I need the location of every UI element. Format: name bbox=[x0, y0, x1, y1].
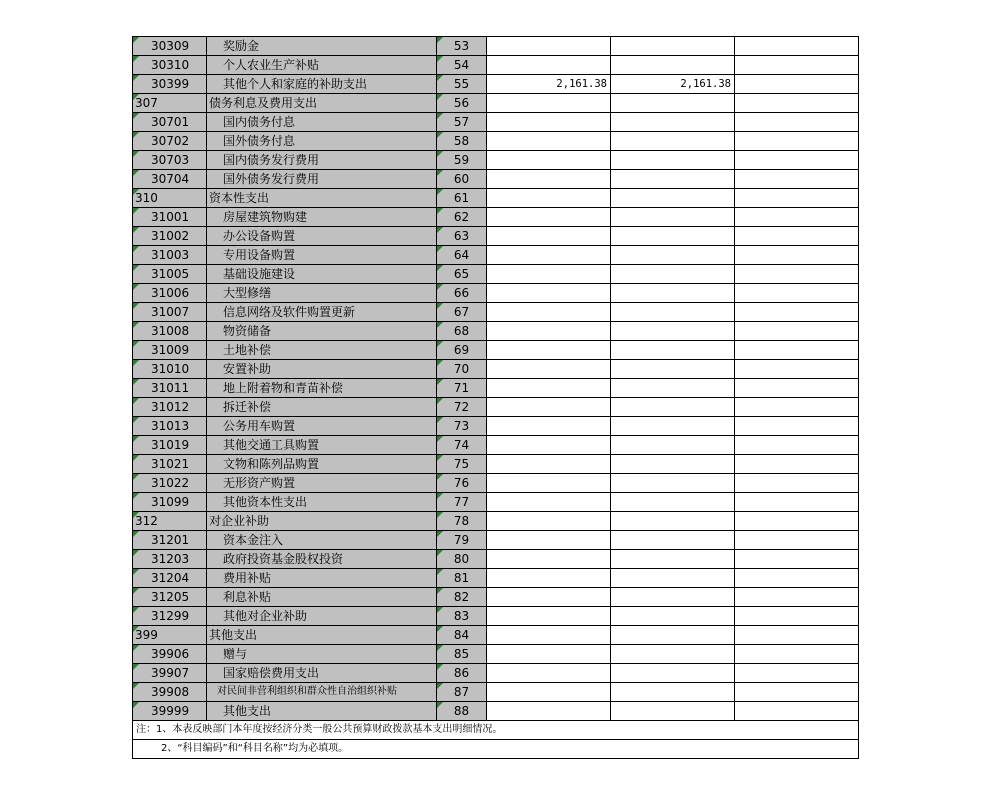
account-name-cell[interactable]: 土地补偿 bbox=[207, 341, 437, 360]
note-1: 注：1、本表反映部门本年度按经济分类一般公共预算财政拨款基本支出明细情况。 bbox=[133, 721, 859, 740]
table-row bbox=[133, 360, 859, 379]
account-name-cell[interactable]: 利息补贴 bbox=[207, 588, 437, 607]
amount-personnel-cell[interactable] bbox=[611, 132, 735, 151]
account-code-cell[interactable]: 31001 bbox=[133, 208, 207, 227]
amount-total-cell[interactable] bbox=[487, 550, 611, 569]
amount-total-cell[interactable] bbox=[487, 398, 611, 417]
account-name-cell[interactable]: 国外债务发行费用 bbox=[207, 170, 437, 189]
amount-personnel-cell[interactable] bbox=[611, 588, 735, 607]
table-row bbox=[133, 493, 859, 512]
account-name-cell[interactable]: 其他支出 bbox=[207, 626, 437, 645]
amount-public-cell[interactable] bbox=[735, 227, 859, 246]
table-row bbox=[133, 588, 859, 607]
line-number-cell[interactable]: 69 bbox=[437, 341, 487, 360]
amount-personnel-cell[interactable]: 2,161.38 bbox=[611, 75, 735, 94]
account-name-cell[interactable]: 其他交通工具购置 bbox=[207, 436, 437, 455]
amount-total-cell[interactable] bbox=[487, 189, 611, 208]
amount-total-cell[interactable] bbox=[487, 56, 611, 75]
account-name-cell[interactable]: 其他资本性支出 bbox=[207, 493, 437, 512]
account-name-cell[interactable]: 对民间非营利组织和群众性自治组织补贴 bbox=[207, 683, 437, 702]
amount-total-cell[interactable] bbox=[487, 531, 611, 550]
account-code-cell[interactable]: 31201 bbox=[133, 531, 207, 550]
account-code-cell[interactable]: 31299 bbox=[133, 607, 207, 626]
account-name-cell[interactable]: 奖励金 bbox=[207, 37, 437, 56]
account-code-cell[interactable]: 31012 bbox=[133, 398, 207, 417]
table-body bbox=[133, 37, 859, 721]
amount-total-cell[interactable] bbox=[487, 303, 611, 322]
amount-personnel-cell[interactable] bbox=[611, 702, 735, 721]
amount-public-cell[interactable] bbox=[735, 303, 859, 322]
table-row bbox=[133, 75, 859, 94]
account-code-cell[interactable]: 31204 bbox=[133, 569, 207, 588]
account-name-cell[interactable]: 资本金注入 bbox=[207, 531, 437, 550]
account-code-cell[interactable]: 31013 bbox=[133, 417, 207, 436]
line-number-cell[interactable]: 66 bbox=[437, 284, 487, 303]
amount-public-cell[interactable] bbox=[735, 417, 859, 436]
account-code-cell[interactable]: 31021 bbox=[133, 455, 207, 474]
line-number-cell[interactable]: 76 bbox=[437, 474, 487, 493]
amount-public-cell[interactable] bbox=[735, 94, 859, 113]
amount-public-cell[interactable] bbox=[735, 113, 859, 132]
table-row bbox=[133, 569, 859, 588]
account-name-cell[interactable]: 公务用车购置 bbox=[207, 417, 437, 436]
account-code-cell[interactable]: 39999 bbox=[133, 702, 207, 721]
line-number-cell[interactable]: 84 bbox=[437, 626, 487, 645]
table-row bbox=[133, 607, 859, 626]
account-name-cell[interactable]: 国内债务发行费用 bbox=[207, 151, 437, 170]
amount-public-cell[interactable] bbox=[735, 265, 859, 284]
amount-personnel-cell[interactable] bbox=[611, 170, 735, 189]
amount-total-cell[interactable] bbox=[487, 607, 611, 626]
amount-public-cell[interactable] bbox=[735, 246, 859, 265]
line-number-cell[interactable]: 61 bbox=[437, 189, 487, 208]
amount-personnel-cell[interactable] bbox=[611, 398, 735, 417]
account-name-cell[interactable]: 费用补贴 bbox=[207, 569, 437, 588]
amount-public-cell[interactable] bbox=[735, 702, 859, 721]
line-number-cell[interactable]: 72 bbox=[437, 398, 487, 417]
account-code-cell[interactable]: 31011 bbox=[133, 379, 207, 398]
table-row bbox=[133, 341, 859, 360]
amount-public-cell[interactable] bbox=[735, 56, 859, 75]
table-row bbox=[133, 94, 859, 113]
amount-public-cell[interactable] bbox=[735, 398, 859, 417]
amount-total-cell[interactable] bbox=[487, 645, 611, 664]
amount-public-cell[interactable] bbox=[735, 360, 859, 379]
line-number-cell[interactable]: 81 bbox=[437, 569, 487, 588]
amount-total-cell[interactable] bbox=[487, 227, 611, 246]
amount-public-cell[interactable] bbox=[735, 189, 859, 208]
amount-personnel-cell[interactable] bbox=[611, 341, 735, 360]
line-number-cell[interactable]: 53 bbox=[437, 37, 487, 56]
table-row bbox=[133, 417, 859, 436]
table-row bbox=[133, 531, 859, 550]
table-row bbox=[133, 398, 859, 417]
amount-public-cell[interactable] bbox=[735, 284, 859, 303]
line-number-cell[interactable]: 62 bbox=[437, 208, 487, 227]
amount-public-cell[interactable] bbox=[735, 341, 859, 360]
table-row bbox=[133, 284, 859, 303]
account-code-cell[interactable]: 31203 bbox=[133, 550, 207, 569]
table-row bbox=[133, 664, 859, 683]
amount-total-cell[interactable] bbox=[487, 569, 611, 588]
account-code-cell[interactable]: 31002 bbox=[133, 227, 207, 246]
amount-public-cell[interactable] bbox=[735, 208, 859, 227]
account-name-cell[interactable]: 大型修缮 bbox=[207, 284, 437, 303]
line-number-cell[interactable]: 74 bbox=[437, 436, 487, 455]
budget-expenditure-table bbox=[132, 36, 859, 759]
table-row bbox=[133, 379, 859, 398]
amount-personnel-cell[interactable] bbox=[611, 94, 735, 113]
amount-personnel-cell[interactable] bbox=[611, 208, 735, 227]
table-row bbox=[133, 37, 859, 56]
amount-personnel-cell[interactable] bbox=[611, 284, 735, 303]
line-number-cell[interactable]: 83 bbox=[437, 607, 487, 626]
account-name-cell[interactable]: 对企业补助 bbox=[207, 512, 437, 531]
amount-total-cell[interactable] bbox=[487, 417, 611, 436]
amount-total-cell[interactable] bbox=[487, 322, 611, 341]
table-row bbox=[133, 550, 859, 569]
account-code-cell[interactable]: 30310 bbox=[133, 56, 207, 75]
account-name-cell[interactable]: 国内债务付息 bbox=[207, 113, 437, 132]
amount-public-cell[interactable] bbox=[735, 493, 859, 512]
table-row bbox=[133, 265, 859, 284]
line-number-cell[interactable]: 82 bbox=[437, 588, 487, 607]
table-row bbox=[133, 455, 859, 474]
table-row bbox=[133, 322, 859, 341]
amount-personnel-cell[interactable] bbox=[611, 303, 735, 322]
amount-total-cell[interactable] bbox=[487, 113, 611, 132]
line-number-cell[interactable]: 73 bbox=[437, 417, 487, 436]
note-row bbox=[133, 721, 859, 740]
amount-public-cell[interactable] bbox=[735, 683, 859, 702]
amount-public-cell[interactable] bbox=[735, 455, 859, 474]
table-row bbox=[133, 683, 859, 702]
account-code-cell[interactable]: 31019 bbox=[133, 436, 207, 455]
account-code-cell[interactable]: 31099 bbox=[133, 493, 207, 512]
amount-public-cell[interactable] bbox=[735, 569, 859, 588]
amount-personnel-cell[interactable] bbox=[611, 645, 735, 664]
account-code-cell[interactable]: 312 bbox=[133, 512, 207, 531]
account-code-cell[interactable]: 31008 bbox=[133, 322, 207, 341]
amount-public-cell[interactable] bbox=[735, 607, 859, 626]
amount-public-cell[interactable] bbox=[735, 37, 859, 56]
line-number-cell[interactable]: 79 bbox=[437, 531, 487, 550]
account-code-cell[interactable]: 31009 bbox=[133, 341, 207, 360]
amount-personnel-cell[interactable] bbox=[611, 417, 735, 436]
amount-personnel-cell[interactable] bbox=[611, 227, 735, 246]
account-code-cell[interactable]: 307 bbox=[133, 94, 207, 113]
line-number-cell[interactable]: 58 bbox=[437, 132, 487, 151]
amount-personnel-cell[interactable] bbox=[611, 56, 735, 75]
table-row bbox=[133, 702, 859, 721]
line-number-cell[interactable]: 87 bbox=[437, 683, 487, 702]
table-row bbox=[133, 113, 859, 132]
account-code-cell[interactable]: 31022 bbox=[133, 474, 207, 493]
account-code-cell[interactable]: 30701 bbox=[133, 113, 207, 132]
line-number-cell[interactable]: 75 bbox=[437, 455, 487, 474]
amount-personnel-cell[interactable] bbox=[611, 37, 735, 56]
account-code-cell[interactable]: 31007 bbox=[133, 303, 207, 322]
amount-total-cell[interactable] bbox=[487, 170, 611, 189]
amount-personnel-cell[interactable] bbox=[611, 683, 735, 702]
line-number-cell[interactable]: 80 bbox=[437, 550, 487, 569]
table-row bbox=[133, 189, 859, 208]
note-2: 2、“科目编码”和“科目名称”均为必填项。 bbox=[133, 740, 859, 759]
amount-total-cell[interactable] bbox=[487, 246, 611, 265]
table-row bbox=[133, 151, 859, 170]
amount-total-cell[interactable]: 2,161.38 bbox=[487, 75, 611, 94]
table-row bbox=[133, 474, 859, 493]
amount-personnel-cell[interactable] bbox=[611, 265, 735, 284]
amount-total-cell[interactable] bbox=[487, 588, 611, 607]
account-code-cell[interactable]: 30702 bbox=[133, 132, 207, 151]
amount-total-cell[interactable] bbox=[487, 626, 611, 645]
amount-personnel-cell[interactable] bbox=[611, 379, 735, 398]
amount-total-cell[interactable] bbox=[487, 360, 611, 379]
amount-public-cell[interactable] bbox=[735, 550, 859, 569]
amount-personnel-cell[interactable] bbox=[611, 493, 735, 512]
table-row bbox=[133, 132, 859, 151]
table-row bbox=[133, 208, 859, 227]
amount-total-cell[interactable] bbox=[487, 151, 611, 170]
line-number-cell[interactable]: 55 bbox=[437, 75, 487, 94]
amount-public-cell[interactable] bbox=[735, 531, 859, 550]
table-row bbox=[133, 436, 859, 455]
account-code-cell[interactable]: 30399 bbox=[133, 75, 207, 94]
amount-public-cell[interactable] bbox=[735, 626, 859, 645]
account-name-cell[interactable]: 资本性支出 bbox=[207, 189, 437, 208]
account-code-cell[interactable]: 31205 bbox=[133, 588, 207, 607]
account-name-cell[interactable]: 信息网络及软件购置更新 bbox=[207, 303, 437, 322]
account-code-cell[interactable]: 310 bbox=[133, 189, 207, 208]
amount-total-cell[interactable] bbox=[487, 436, 611, 455]
amount-total-cell[interactable] bbox=[487, 493, 611, 512]
line-number-cell[interactable]: 77 bbox=[437, 493, 487, 512]
line-number-cell[interactable]: 70 bbox=[437, 360, 487, 379]
amount-public-cell[interactable] bbox=[735, 664, 859, 683]
amount-public-cell[interactable] bbox=[735, 75, 859, 94]
amount-personnel-cell[interactable] bbox=[611, 607, 735, 626]
line-number-cell[interactable]: 65 bbox=[437, 265, 487, 284]
amount-total-cell[interactable] bbox=[487, 702, 611, 721]
line-number-cell[interactable]: 68 bbox=[437, 322, 487, 341]
account-code-cell[interactable]: 31006 bbox=[133, 284, 207, 303]
amount-personnel-cell[interactable] bbox=[611, 189, 735, 208]
account-code-cell[interactable]: 399 bbox=[133, 626, 207, 645]
table-row bbox=[133, 512, 859, 531]
line-number-cell[interactable]: 63 bbox=[437, 227, 487, 246]
amount-public-cell[interactable] bbox=[735, 512, 859, 531]
line-number-cell[interactable]: 86 bbox=[437, 664, 487, 683]
amount-total-cell[interactable] bbox=[487, 683, 611, 702]
account-name-cell[interactable]: 无形资产购置 bbox=[207, 474, 437, 493]
account-code-cell[interactable]: 31010 bbox=[133, 360, 207, 379]
line-number-cell[interactable]: 88 bbox=[437, 702, 487, 721]
amount-public-cell[interactable] bbox=[735, 436, 859, 455]
account-code-cell[interactable]: 30704 bbox=[133, 170, 207, 189]
amount-personnel-cell[interactable] bbox=[611, 246, 735, 265]
note-row bbox=[133, 740, 859, 759]
table-row bbox=[133, 246, 859, 265]
amount-total-cell[interactable] bbox=[487, 474, 611, 493]
account-name-cell[interactable]: 赠与 bbox=[207, 645, 437, 664]
amount-total-cell[interactable] bbox=[487, 94, 611, 113]
amount-personnel-cell[interactable] bbox=[611, 550, 735, 569]
amount-personnel-cell[interactable] bbox=[611, 455, 735, 474]
account-name-cell[interactable]: 办公设备购置 bbox=[207, 227, 437, 246]
line-number-cell[interactable]: 59 bbox=[437, 151, 487, 170]
amount-total-cell[interactable] bbox=[487, 341, 611, 360]
account-code-cell[interactable]: 30309 bbox=[133, 37, 207, 56]
account-name-cell[interactable]: 房屋建筑物购建 bbox=[207, 208, 437, 227]
amount-total-cell[interactable] bbox=[487, 512, 611, 531]
line-number-cell[interactable]: 67 bbox=[437, 303, 487, 322]
account-name-cell[interactable]: 国家赔偿费用支出 bbox=[207, 664, 437, 683]
amount-public-cell[interactable] bbox=[735, 474, 859, 493]
account-name-cell[interactable]: 文物和陈列品购置 bbox=[207, 455, 437, 474]
line-number-cell[interactable]: 71 bbox=[437, 379, 487, 398]
amount-total-cell[interactable] bbox=[487, 208, 611, 227]
amount-total-cell[interactable] bbox=[487, 37, 611, 56]
amount-personnel-cell[interactable] bbox=[611, 474, 735, 493]
amount-personnel-cell[interactable] bbox=[611, 113, 735, 132]
amount-public-cell[interactable] bbox=[735, 170, 859, 189]
account-name-cell[interactable]: 其他对企业补助 bbox=[207, 607, 437, 626]
amount-public-cell[interactable] bbox=[735, 151, 859, 170]
account-name-cell[interactable]: 专用设备购置 bbox=[207, 246, 437, 265]
account-code-cell[interactable]: 39908 bbox=[133, 683, 207, 702]
table-row bbox=[133, 227, 859, 246]
amount-personnel-cell[interactable] bbox=[611, 569, 735, 588]
line-number-cell[interactable]: 60 bbox=[437, 170, 487, 189]
amount-personnel-cell[interactable] bbox=[611, 360, 735, 379]
amount-total-cell[interactable] bbox=[487, 455, 611, 474]
table-row bbox=[133, 170, 859, 189]
amount-personnel-cell[interactable] bbox=[611, 151, 735, 170]
amount-total-cell[interactable] bbox=[487, 664, 611, 683]
amount-personnel-cell[interactable] bbox=[611, 512, 735, 531]
amount-public-cell[interactable] bbox=[735, 322, 859, 341]
account-name-cell[interactable]: 其他支出 bbox=[207, 702, 437, 721]
account-code-cell[interactable]: 30703 bbox=[133, 151, 207, 170]
amount-total-cell[interactable] bbox=[487, 265, 611, 284]
account-name-cell[interactable]: 拆迁补偿 bbox=[207, 398, 437, 417]
amount-personnel-cell[interactable] bbox=[611, 531, 735, 550]
account-name-cell[interactable]: 政府投资基金股权投资 bbox=[207, 550, 437, 569]
line-number-cell[interactable]: 57 bbox=[437, 113, 487, 132]
amount-personnel-cell[interactable] bbox=[611, 664, 735, 683]
line-number-cell[interactable]: 85 bbox=[437, 645, 487, 664]
amount-total-cell[interactable] bbox=[487, 379, 611, 398]
account-code-cell[interactable]: 39906 bbox=[133, 645, 207, 664]
account-name-cell[interactable]: 国外债务付息 bbox=[207, 132, 437, 151]
account-code-cell[interactable]: 31003 bbox=[133, 246, 207, 265]
line-number-cell[interactable]: 64 bbox=[437, 246, 487, 265]
line-number-cell[interactable]: 54 bbox=[437, 56, 487, 75]
table-row bbox=[133, 645, 859, 664]
account-name-cell[interactable]: 债务利息及费用支出 bbox=[207, 94, 437, 113]
amount-public-cell[interactable] bbox=[735, 588, 859, 607]
line-number-cell[interactable]: 78 bbox=[437, 512, 487, 531]
amount-personnel-cell[interactable] bbox=[611, 436, 735, 455]
table-row bbox=[133, 56, 859, 75]
amount-public-cell[interactable] bbox=[735, 379, 859, 398]
amount-total-cell[interactable] bbox=[487, 284, 611, 303]
amount-public-cell[interactable] bbox=[735, 645, 859, 664]
account-code-cell[interactable]: 31005 bbox=[133, 265, 207, 284]
account-code-cell[interactable]: 39907 bbox=[133, 664, 207, 683]
account-name-cell[interactable]: 安置补助 bbox=[207, 360, 437, 379]
line-number-cell[interactable]: 56 bbox=[437, 94, 487, 113]
account-name-cell[interactable]: 其他个人和家庭的补助支出 bbox=[207, 75, 437, 94]
table-row bbox=[133, 303, 859, 322]
amount-personnel-cell[interactable] bbox=[611, 626, 735, 645]
account-name-cell[interactable]: 个人农业生产补贴 bbox=[207, 56, 437, 75]
account-name-cell[interactable]: 物资储备 bbox=[207, 322, 437, 341]
account-name-cell[interactable]: 基础设施建设 bbox=[207, 265, 437, 284]
amount-public-cell[interactable] bbox=[735, 132, 859, 151]
table-row bbox=[133, 626, 859, 645]
amount-personnel-cell[interactable] bbox=[611, 322, 735, 341]
amount-total-cell[interactable] bbox=[487, 132, 611, 151]
account-name-cell[interactable]: 地上附着物和青苗补偿 bbox=[207, 379, 437, 398]
